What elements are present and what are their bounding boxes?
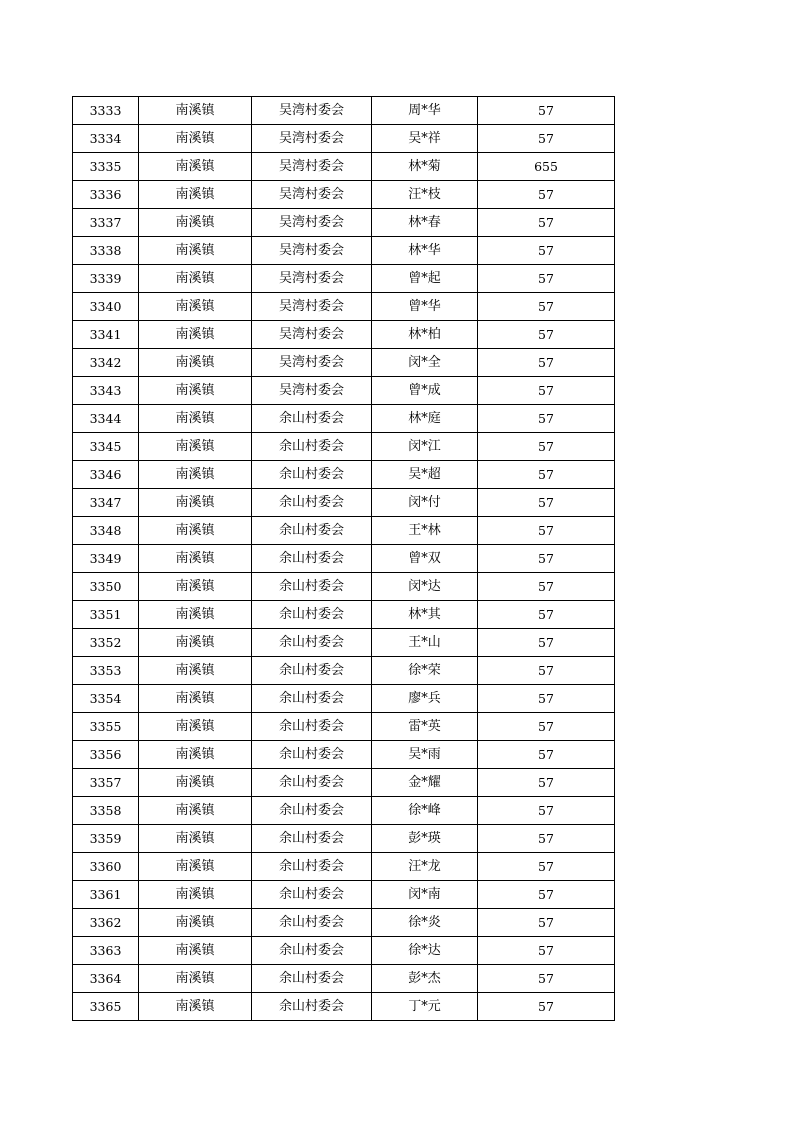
name-cell: 金*耀: [372, 769, 478, 797]
name-cell: 闵*江: [372, 433, 478, 461]
village-committee-cell: 余山村委会: [252, 713, 372, 741]
town-cell: 南溪镇: [139, 517, 252, 545]
village-committee-cell: 余山村委会: [252, 909, 372, 937]
serial-number-cell: 3344: [73, 405, 139, 433]
name-cell: 彭*瑛: [372, 825, 478, 853]
amount-cell: 57: [478, 741, 615, 769]
serial-number-cell: 3335: [73, 153, 139, 181]
village-committee-cell: 余山村委会: [252, 993, 372, 1021]
table-row: [73, 685, 615, 713]
name-cell: 徐*达: [372, 937, 478, 965]
amount-cell: 57: [478, 853, 615, 881]
village-committee-cell: 余山村委会: [252, 461, 372, 489]
table-row: [73, 97, 615, 125]
name-cell: 汪*龙: [372, 853, 478, 881]
amount-cell: 57: [478, 97, 615, 125]
village-committee-cell: 吴湾村委会: [252, 97, 372, 125]
serial-number-cell: 3343: [73, 377, 139, 405]
town-cell: 南溪镇: [139, 405, 252, 433]
name-cell: 曾*起: [372, 265, 478, 293]
table-row: [73, 769, 615, 797]
town-cell: 南溪镇: [139, 97, 252, 125]
serial-number-cell: 3338: [73, 237, 139, 265]
town-cell: 南溪镇: [139, 489, 252, 517]
name-cell: 雷*英: [372, 713, 478, 741]
town-cell: 南溪镇: [139, 125, 252, 153]
serial-number-cell: 3363: [73, 937, 139, 965]
name-cell: 林*其: [372, 601, 478, 629]
town-cell: 南溪镇: [139, 881, 252, 909]
name-cell: 徐*炎: [372, 909, 478, 937]
serial-number-cell: 3342: [73, 349, 139, 377]
amount-cell: 57: [478, 629, 615, 657]
village-committee-cell: 余山村委会: [252, 405, 372, 433]
amount-cell: 57: [478, 965, 615, 993]
serial-number-cell: 3341: [73, 321, 139, 349]
amount-cell: 57: [478, 825, 615, 853]
table-row: [73, 377, 615, 405]
town-cell: 南溪镇: [139, 321, 252, 349]
serial-number-cell: 3347: [73, 489, 139, 517]
amount-cell: 57: [478, 377, 615, 405]
name-cell: 闵*付: [372, 489, 478, 517]
table-row: [73, 545, 615, 573]
village-committee-cell: 余山村委会: [252, 573, 372, 601]
amount-cell: 57: [478, 601, 615, 629]
serial-number-cell: 3334: [73, 125, 139, 153]
town-cell: 南溪镇: [139, 825, 252, 853]
table-row: [73, 713, 615, 741]
village-committee-cell: 吴湾村委会: [252, 349, 372, 377]
serial-number-cell: 3360: [73, 853, 139, 881]
amount-cell: 57: [478, 349, 615, 377]
table-row: [73, 797, 615, 825]
table-row: [73, 909, 615, 937]
village-committee-cell: 余山村委会: [252, 517, 372, 545]
serial-number-cell: 3351: [73, 601, 139, 629]
amount-cell: 57: [478, 405, 615, 433]
village-committee-cell: 吴湾村委会: [252, 293, 372, 321]
village-committee-cell: 余山村委会: [252, 797, 372, 825]
village-committee-cell: 余山村委会: [252, 629, 372, 657]
town-cell: 南溪镇: [139, 293, 252, 321]
table-row: [73, 209, 615, 237]
amount-cell: 57: [478, 321, 615, 349]
serial-number-cell: 3359: [73, 825, 139, 853]
village-committee-cell: 吴湾村委会: [252, 265, 372, 293]
serial-number-cell: 3356: [73, 741, 139, 769]
serial-number-cell: 3352: [73, 629, 139, 657]
amount-cell: 57: [478, 937, 615, 965]
amount-cell: 57: [478, 265, 615, 293]
name-cell: 曾*华: [372, 293, 478, 321]
table-row: [73, 601, 615, 629]
table-body: [73, 97, 615, 1021]
town-cell: 南溪镇: [139, 769, 252, 797]
name-cell: 吴*雨: [372, 741, 478, 769]
village-committee-cell: 余山村委会: [252, 489, 372, 517]
serial-number-cell: 3364: [73, 965, 139, 993]
town-cell: 南溪镇: [139, 797, 252, 825]
town-cell: 南溪镇: [139, 909, 252, 937]
amount-cell: 57: [478, 797, 615, 825]
serial-number-cell: 3362: [73, 909, 139, 937]
name-cell: 廖*兵: [372, 685, 478, 713]
serial-number-cell: 3355: [73, 713, 139, 741]
table-row: [73, 657, 615, 685]
document-page: [72, 96, 615, 1021]
name-cell: 吴*祥: [372, 125, 478, 153]
name-cell: 闵*全: [372, 349, 478, 377]
village-committee-cell: 吴湾村委会: [252, 377, 372, 405]
amount-cell: 57: [478, 181, 615, 209]
name-cell: 徐*荣: [372, 657, 478, 685]
name-cell: 王*山: [372, 629, 478, 657]
serial-number-cell: 3333: [73, 97, 139, 125]
town-cell: 南溪镇: [139, 153, 252, 181]
amount-cell: 57: [478, 573, 615, 601]
amount-cell: 57: [478, 461, 615, 489]
village-committee-cell: 余山村委会: [252, 881, 372, 909]
village-committee-cell: 余山村委会: [252, 545, 372, 573]
amount-cell: 57: [478, 909, 615, 937]
town-cell: 南溪镇: [139, 237, 252, 265]
town-cell: 南溪镇: [139, 993, 252, 1021]
serial-number-cell: 3358: [73, 797, 139, 825]
serial-number-cell: 3348: [73, 517, 139, 545]
village-committee-cell: 吴湾村委会: [252, 125, 372, 153]
village-committee-cell: 吴湾村委会: [252, 209, 372, 237]
village-committee-cell: 余山村委会: [252, 937, 372, 965]
table-row: [73, 461, 615, 489]
town-cell: 南溪镇: [139, 685, 252, 713]
amount-cell: 57: [478, 433, 615, 461]
name-cell: 闵*达: [372, 573, 478, 601]
serial-number-cell: 3357: [73, 769, 139, 797]
serial-number-cell: 3349: [73, 545, 139, 573]
amount-cell: 57: [478, 685, 615, 713]
amount-cell: 57: [478, 881, 615, 909]
serial-number-cell: 3336: [73, 181, 139, 209]
town-cell: 南溪镇: [139, 433, 252, 461]
table-row: [73, 993, 615, 1021]
name-cell: 林*华: [372, 237, 478, 265]
table-row: [73, 433, 615, 461]
amount-cell: 57: [478, 993, 615, 1021]
town-cell: 南溪镇: [139, 573, 252, 601]
serial-number-cell: 3350: [73, 573, 139, 601]
name-cell: 林*柏: [372, 321, 478, 349]
table-row: [73, 741, 615, 769]
amount-cell: 57: [478, 293, 615, 321]
town-cell: 南溪镇: [139, 853, 252, 881]
amount-cell: 655: [478, 153, 615, 181]
village-committee-cell: 吴湾村委会: [252, 237, 372, 265]
name-cell: 林*庭: [372, 405, 478, 433]
amount-cell: 57: [478, 713, 615, 741]
table-row: [73, 629, 615, 657]
table-row: [73, 349, 615, 377]
village-committee-cell: 吴湾村委会: [252, 153, 372, 181]
amount-cell: 57: [478, 125, 615, 153]
amount-cell: 57: [478, 489, 615, 517]
serial-number-cell: 3339: [73, 265, 139, 293]
village-committee-cell: 余山村委会: [252, 965, 372, 993]
name-cell: 曾*双: [372, 545, 478, 573]
serial-number-cell: 3340: [73, 293, 139, 321]
town-cell: 南溪镇: [139, 741, 252, 769]
town-cell: 南溪镇: [139, 377, 252, 405]
name-cell: 丁*元: [372, 993, 478, 1021]
table-row: [73, 265, 615, 293]
table-row: [73, 181, 615, 209]
village-committee-cell: 吴湾村委会: [252, 181, 372, 209]
town-cell: 南溪镇: [139, 265, 252, 293]
serial-number-cell: 3361: [73, 881, 139, 909]
village-committee-cell: 余山村委会: [252, 853, 372, 881]
town-cell: 南溪镇: [139, 209, 252, 237]
town-cell: 南溪镇: [139, 937, 252, 965]
table-row: [73, 125, 615, 153]
town-cell: 南溪镇: [139, 545, 252, 573]
table-row: [73, 937, 615, 965]
town-cell: 南溪镇: [139, 349, 252, 377]
name-cell: 林*春: [372, 209, 478, 237]
table-row: [73, 573, 615, 601]
amount-cell: 57: [478, 545, 615, 573]
village-committee-cell: 余山村委会: [252, 825, 372, 853]
serial-number-cell: 3346: [73, 461, 139, 489]
name-cell: 徐*峰: [372, 797, 478, 825]
village-committee-cell: 余山村委会: [252, 433, 372, 461]
amount-cell: 57: [478, 769, 615, 797]
name-cell: 王*林: [372, 517, 478, 545]
table-row: [73, 405, 615, 433]
town-cell: 南溪镇: [139, 601, 252, 629]
table-row: [73, 237, 615, 265]
table-row: [73, 153, 615, 181]
village-committee-cell: 余山村委会: [252, 741, 372, 769]
data-table: [72, 96, 615, 1021]
table-row: [73, 853, 615, 881]
table-row: [73, 965, 615, 993]
table-row: [73, 321, 615, 349]
village-committee-cell: 余山村委会: [252, 769, 372, 797]
name-cell: 彭*杰: [372, 965, 478, 993]
village-committee-cell: 余山村委会: [252, 657, 372, 685]
table-row: [73, 825, 615, 853]
serial-number-cell: 3353: [73, 657, 139, 685]
town-cell: 南溪镇: [139, 713, 252, 741]
name-cell: 周*华: [372, 97, 478, 125]
village-committee-cell: 吴湾村委会: [252, 321, 372, 349]
serial-number-cell: 3337: [73, 209, 139, 237]
name-cell: 林*菊: [372, 153, 478, 181]
serial-number-cell: 3365: [73, 993, 139, 1021]
town-cell: 南溪镇: [139, 965, 252, 993]
table-row: [73, 881, 615, 909]
amount-cell: 57: [478, 209, 615, 237]
table-row: [73, 293, 615, 321]
name-cell: 汪*枝: [372, 181, 478, 209]
amount-cell: 57: [478, 657, 615, 685]
town-cell: 南溪镇: [139, 181, 252, 209]
serial-number-cell: 3345: [73, 433, 139, 461]
table-row: [73, 517, 615, 545]
name-cell: 曾*成: [372, 377, 478, 405]
amount-cell: 57: [478, 517, 615, 545]
town-cell: 南溪镇: [139, 461, 252, 489]
table-row: [73, 489, 615, 517]
village-committee-cell: 余山村委会: [252, 601, 372, 629]
town-cell: 南溪镇: [139, 657, 252, 685]
name-cell: 吴*超: [372, 461, 478, 489]
serial-number-cell: 3354: [73, 685, 139, 713]
town-cell: 南溪镇: [139, 629, 252, 657]
name-cell: 闵*南: [372, 881, 478, 909]
village-committee-cell: 余山村委会: [252, 685, 372, 713]
amount-cell: 57: [478, 237, 615, 265]
